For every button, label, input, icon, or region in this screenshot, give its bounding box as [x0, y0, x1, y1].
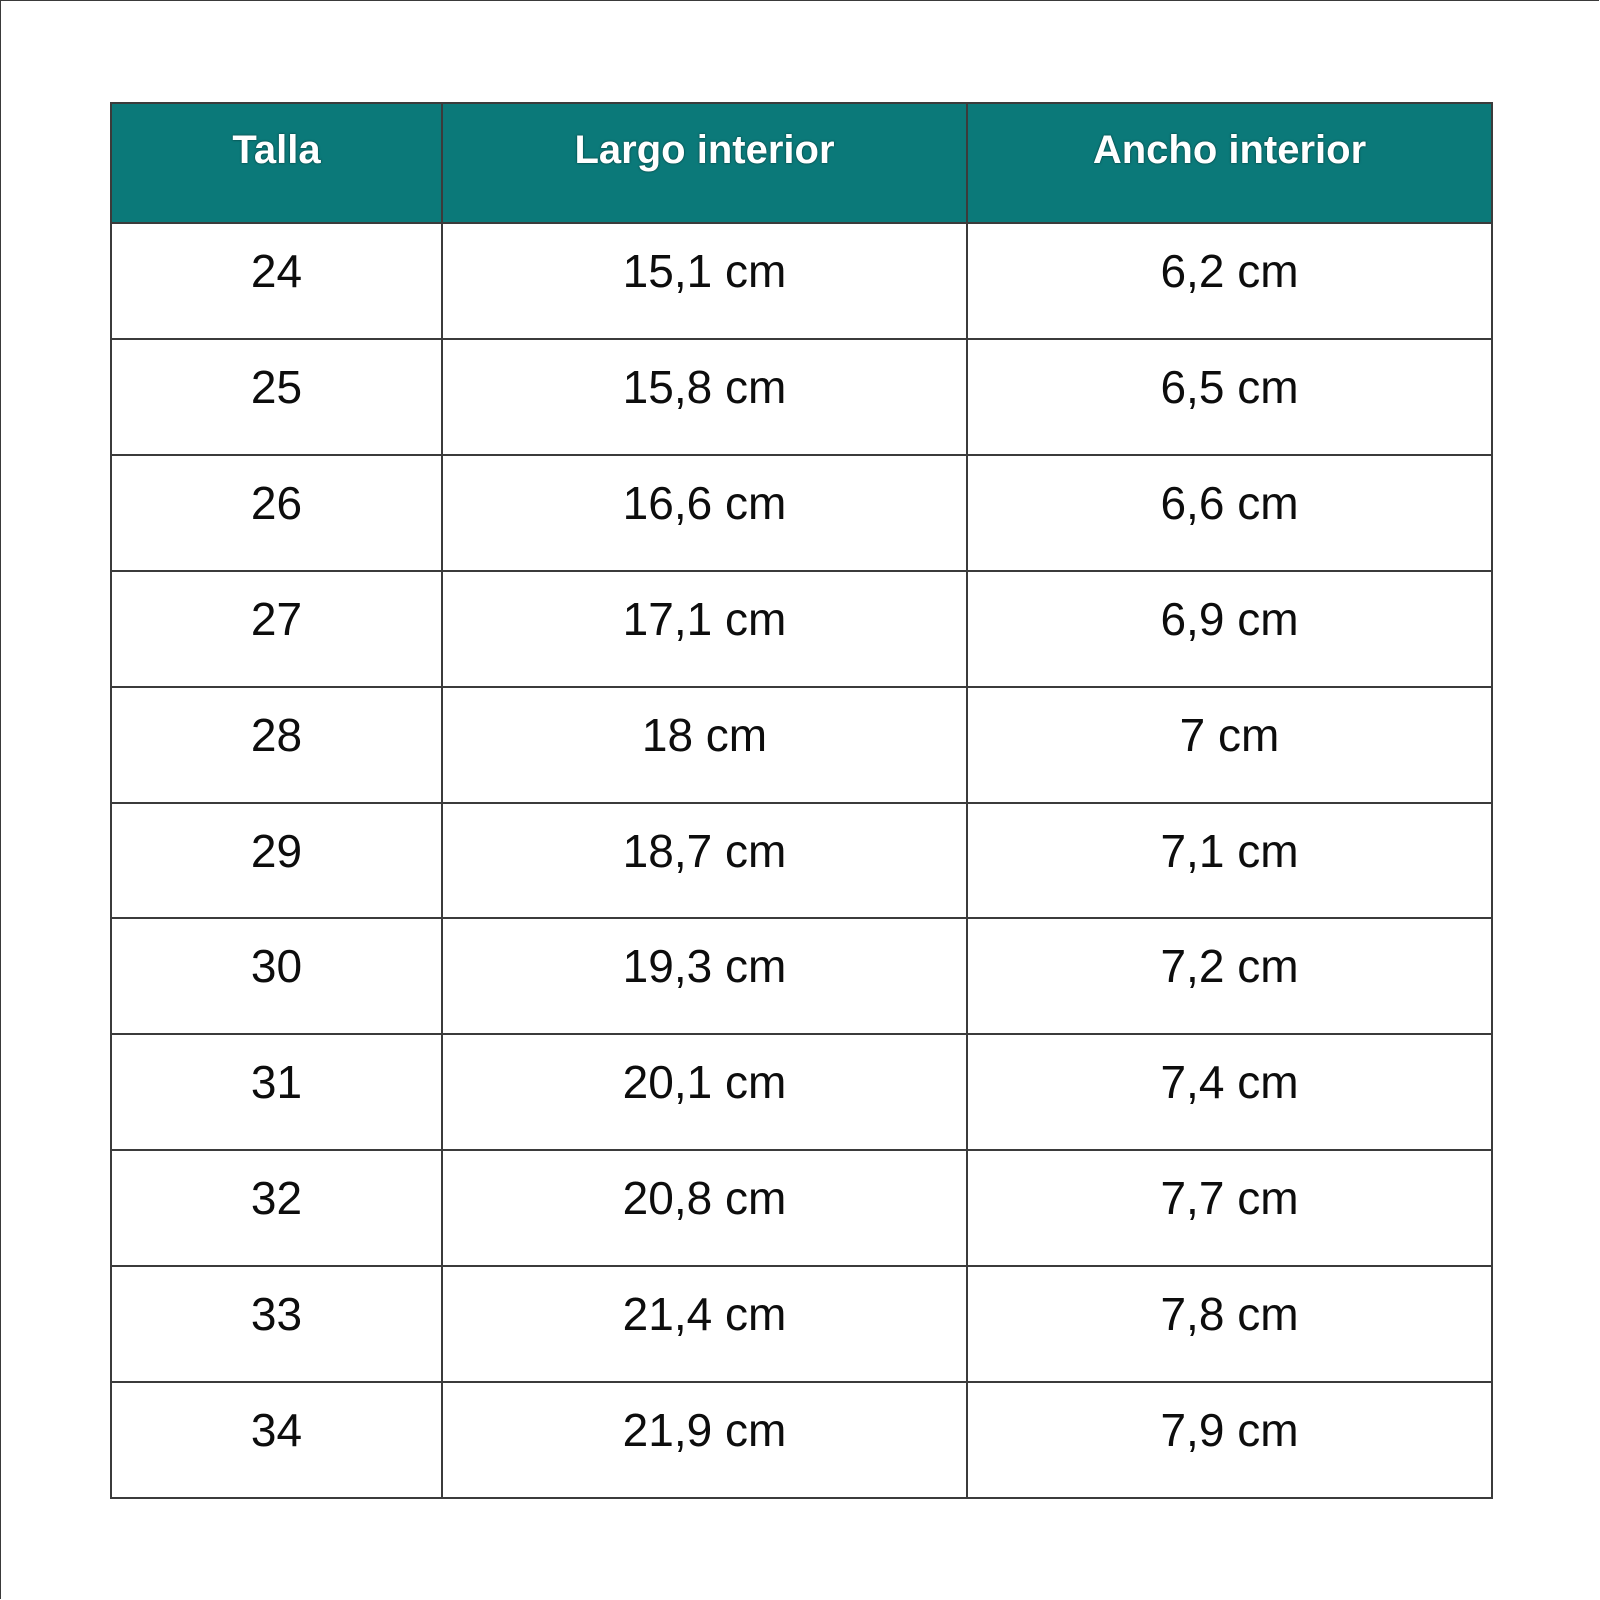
cell-talla: 33 — [111, 1266, 442, 1382]
cell-largo: 15,1 cm — [442, 223, 967, 339]
table-row — [111, 918, 1492, 1034]
cell-ancho: 6,5 cm — [967, 339, 1492, 455]
cell-largo: 19,3 cm — [442, 918, 967, 1034]
cell-ancho: 7,4 cm — [967, 1034, 1492, 1150]
cell-ancho: 6,2 cm — [967, 223, 1492, 339]
cell-talla: 31 — [111, 1034, 442, 1150]
size-chart-table — [110, 102, 1493, 1499]
header-talla: Talla — [111, 103, 442, 223]
cell-largo: 17,1 cm — [442, 571, 967, 687]
table-row — [111, 1382, 1492, 1498]
cell-largo: 20,1 cm — [442, 1034, 967, 1150]
cell-ancho: 7 cm — [967, 687, 1492, 803]
cell-talla: 34 — [111, 1382, 442, 1498]
table-row — [111, 339, 1492, 455]
cell-ancho: 7,7 cm — [967, 1150, 1492, 1266]
table-row — [111, 223, 1492, 339]
cell-talla: 24 — [111, 223, 442, 339]
cell-talla: 28 — [111, 687, 442, 803]
cell-talla: 32 — [111, 1150, 442, 1266]
table-row — [111, 571, 1492, 687]
cell-largo: 18,7 cm — [442, 803, 967, 919]
cell-largo: 18 cm — [442, 687, 967, 803]
cell-largo: 20,8 cm — [442, 1150, 967, 1266]
table-header — [111, 103, 1492, 223]
cell-talla: 27 — [111, 571, 442, 687]
header-row — [111, 103, 1492, 223]
cell-largo: 21,4 cm — [442, 1266, 967, 1382]
cell-ancho: 7,2 cm — [967, 918, 1492, 1034]
cell-ancho: 7,9 cm — [967, 1382, 1492, 1498]
cell-largo: 21,9 cm — [442, 1382, 967, 1498]
header-ancho-interior: Ancho interior — [967, 103, 1492, 223]
table-row — [111, 1034, 1492, 1150]
table-body — [111, 223, 1492, 1498]
table-row — [111, 687, 1492, 803]
table-row — [111, 1266, 1492, 1382]
cell-ancho: 6,9 cm — [967, 571, 1492, 687]
cell-talla: 26 — [111, 455, 442, 571]
table-row — [111, 1150, 1492, 1266]
cell-talla: 30 — [111, 918, 442, 1034]
cell-talla: 29 — [111, 803, 442, 919]
cell-largo: 15,8 cm — [442, 339, 967, 455]
table-row — [111, 803, 1492, 919]
cell-ancho: 6,6 cm — [967, 455, 1492, 571]
cell-largo: 16,6 cm — [442, 455, 967, 571]
cell-ancho: 7,8 cm — [967, 1266, 1492, 1382]
table-row — [111, 455, 1492, 571]
cell-ancho: 7,1 cm — [967, 803, 1492, 919]
cell-talla: 25 — [111, 339, 442, 455]
header-largo-interior: Largo interior — [442, 103, 967, 223]
